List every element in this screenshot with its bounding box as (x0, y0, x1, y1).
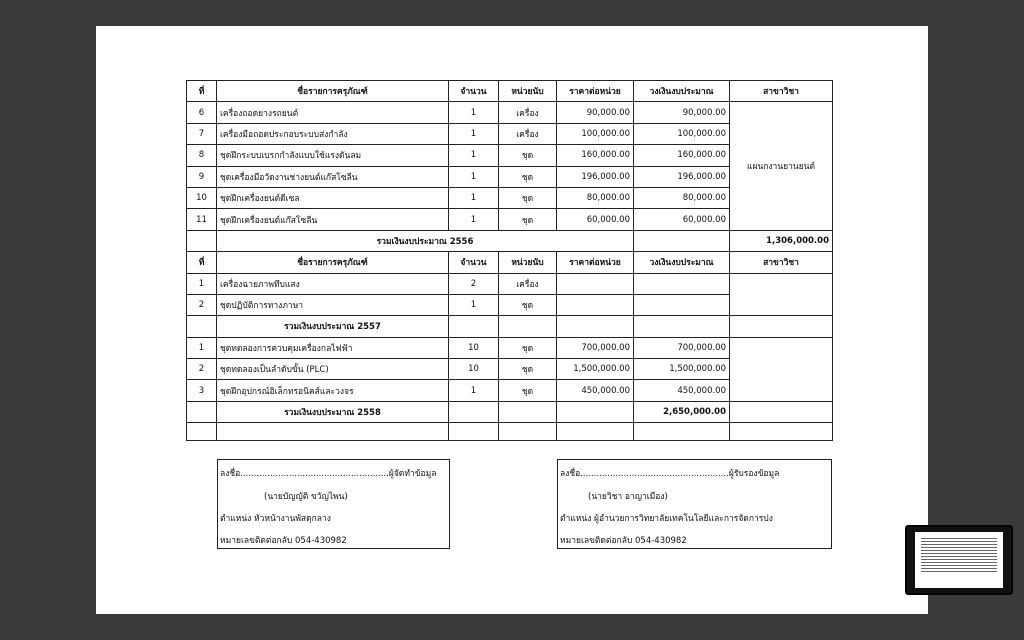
item-unit: ชุด (499, 380, 557, 401)
total-spacer (187, 316, 217, 337)
item-qty: 1 (449, 294, 499, 315)
item-no: 9 (187, 166, 217, 187)
item-unit-price: 700,000.00 (557, 337, 634, 358)
equipment-table-body (187, 81, 833, 441)
equipment-table (186, 80, 833, 441)
table-row (187, 337, 833, 358)
item-qty: 10 (449, 359, 499, 380)
signature-approver-box (557, 459, 832, 549)
item-no: 2 (187, 294, 217, 315)
item-budget: 450,000.00 (634, 380, 730, 401)
item-no: 10 (187, 187, 217, 208)
item-name: เครื่องถอดยางรถยนต์ (217, 102, 449, 123)
thumbnail-page-preview (915, 532, 1003, 588)
blank-cell (730, 423, 833, 441)
item-budget (634, 294, 730, 315)
item-qty: 1 (449, 102, 499, 123)
total-unit-empty (499, 316, 557, 337)
item-unit: ชุด (499, 187, 557, 208)
item-no: 2 (187, 359, 217, 380)
preparer-phone: หมายเลขติดต่อกลับ 054-430982 (220, 536, 347, 546)
item-name: ชุดเครื่องมือวัดงานช่างยนต์แก๊สโซลีน (217, 166, 449, 187)
signature-preparer-box (217, 459, 450, 549)
header-unit: หน่วยนับ (499, 252, 557, 273)
header-department: สาขาวิชา (730, 252, 833, 273)
table-header-row-2 (187, 252, 833, 273)
item-no: 1 (187, 337, 217, 358)
header-department: สาขาวิชา (730, 81, 833, 102)
item-qty: 1 (449, 145, 499, 166)
item-unit-price (557, 273, 634, 294)
header-budget: วงเงินงบประมาณ (634, 252, 730, 273)
item-budget: 90,000.00 (634, 102, 730, 123)
item-name: เครื่องมือถอดประกอบระบบส่งกำลัง (217, 123, 449, 144)
total-row (187, 401, 833, 422)
total-amount: 1,306,000.00 (730, 230, 833, 251)
item-no: 8 (187, 145, 217, 166)
blank-cell (187, 423, 217, 441)
blank-cell (557, 423, 634, 441)
item-no: 11 (187, 209, 217, 230)
item-unit: ชุด (499, 294, 557, 315)
department-cell-empty (730, 337, 833, 401)
department-cell: แผนกงานยานยนต์ (730, 102, 833, 230)
header-budget: วงเงินงบประมาณ (634, 81, 730, 102)
header-unit-price: ราคาต่อหน่วย (557, 252, 634, 273)
total-price-empty (557, 316, 634, 337)
header-qty: จำนวน (449, 252, 499, 273)
item-unit: เครื่อง (499, 102, 557, 123)
total-unit-empty (499, 401, 557, 422)
blank-cell (499, 423, 557, 441)
approver-position: ตำแหน่ง ผู้อำนวยการวิทยาลัยเทคโนโลยีและการจัดการปง (560, 514, 773, 524)
item-budget: 160,000.00 (634, 145, 730, 166)
item-name: ชุดฝึกอุปกรณ์อิเล็กทรอนิคส์และวงจร (217, 380, 449, 401)
total-amount (634, 316, 730, 337)
approver-sign-line: ลงชื่อ.......................................................ผู้รับรองข้อมูล (560, 469, 780, 479)
header-qty: จำนวน (449, 81, 499, 102)
item-budget: 80,000.00 (634, 187, 730, 208)
item-no: 1 (187, 273, 217, 294)
preparer-name: (นายบัญญัติ ขวัญไพน) (264, 492, 348, 502)
item-budget (634, 273, 730, 294)
document-page (96, 26, 928, 614)
item-no: 6 (187, 102, 217, 123)
item-unit: ชุด (499, 166, 557, 187)
blank-row (187, 423, 833, 441)
item-qty: 2 (449, 273, 499, 294)
item-unit: ชุด (499, 209, 557, 230)
item-unit-price: 196,000.00 (557, 166, 634, 187)
item-budget: 1,500,000.00 (634, 359, 730, 380)
item-unit-price: 450,000.00 (557, 380, 634, 401)
item-unit-price: 160,000.00 (557, 145, 634, 166)
approver-phone: หมายเลขติดต่อกลับ 054-430982 (560, 536, 687, 546)
total-row (187, 316, 833, 337)
header-item-name: ชื่อรายการครุภัณฑ์ (217, 252, 449, 273)
total-label: รวมเงินงบประมาณ 2558 (217, 401, 449, 422)
item-qty: 1 (449, 123, 499, 144)
total-price-empty (634, 230, 730, 251)
total-spacer (187, 401, 217, 422)
item-unit: ชุด (499, 337, 557, 358)
item-unit-price: 1,500,000.00 (557, 359, 634, 380)
item-unit-price: 60,000.00 (557, 209, 634, 230)
item-qty: 10 (449, 337, 499, 358)
table-row (187, 102, 833, 123)
item-unit-price (557, 294, 634, 315)
department-cell-empty (730, 273, 833, 316)
total-label: รวมเงินงบประมาณ 2556 (217, 230, 634, 251)
total-spacer (187, 230, 217, 251)
total-qty-empty (449, 401, 499, 422)
header-no: ที่ (187, 81, 217, 102)
item-unit: ชุด (499, 145, 557, 166)
item-name: ชุดฝึกเครื่องยนต์ดีเซล (217, 187, 449, 208)
item-name: ชุดฝึกระบบเบรกกำลังแบบใช้แรงดันลม (217, 145, 449, 166)
approver-name: (นายวิชา อาญาเมือง) (588, 492, 668, 502)
blank-cell (217, 423, 449, 441)
item-unit-price: 100,000.00 (557, 123, 634, 144)
preparer-sign-line: ลงชื่อ.......................................................ผู้จัดทำข้อมูล (220, 469, 437, 479)
header-item-name: ชื่อรายการครุภัณฑ์ (217, 81, 449, 102)
item-budget: 100,000.00 (634, 123, 730, 144)
item-name: ชุดปฏิบัติการทางภาษา (217, 294, 449, 315)
item-unit: เครื่อง (499, 273, 557, 294)
header-unit-price: ราคาต่อหน่วย (557, 81, 634, 102)
total-dept-empty (730, 316, 833, 337)
item-unit: ชุด (499, 359, 557, 380)
item-name: ชุดทดลองการควบคุมเครื่องกลไฟฟ้า (217, 337, 449, 358)
item-qty: 1 (449, 166, 499, 187)
item-qty: 1 (449, 380, 499, 401)
blank-cell (449, 423, 499, 441)
item-unit-price: 90,000.00 (557, 102, 634, 123)
item-budget: 60,000.00 (634, 209, 730, 230)
header-no: ที่ (187, 252, 217, 273)
total-row-2556 (187, 230, 833, 251)
item-name: เครื่องฉายภาพทึบแสง (217, 273, 449, 294)
item-qty: 1 (449, 187, 499, 208)
page-thumbnail[interactable] (905, 525, 1013, 595)
header-unit: หน่วยนับ (499, 81, 557, 102)
item-no: 7 (187, 123, 217, 144)
item-name: ชุดฝึกเครื่องยนต์แก๊สโซลีน (217, 209, 449, 230)
total-amount: 2,650,000.00 (634, 401, 730, 422)
table-row (187, 273, 833, 294)
preparer-position: ตำแหน่ง หัวหน้างานพัสดุกลาง (220, 514, 331, 524)
total-dept-empty (730, 401, 833, 422)
item-no: 3 (187, 380, 217, 401)
total-price-empty (557, 401, 634, 422)
blank-cell (634, 423, 730, 441)
total-label: รวมเงินงบประมาณ 2557 (217, 316, 449, 337)
item-unit-price: 80,000.00 (557, 187, 634, 208)
table-header-row-1 (187, 81, 833, 102)
item-budget: 700,000.00 (634, 337, 730, 358)
item-qty: 1 (449, 209, 499, 230)
item-name: ชุดทดลองเป็นลำดับขั้น (PLC) (217, 359, 449, 380)
item-budget: 196,000.00 (634, 166, 730, 187)
item-unit: เครื่อง (499, 123, 557, 144)
total-qty-empty (449, 316, 499, 337)
